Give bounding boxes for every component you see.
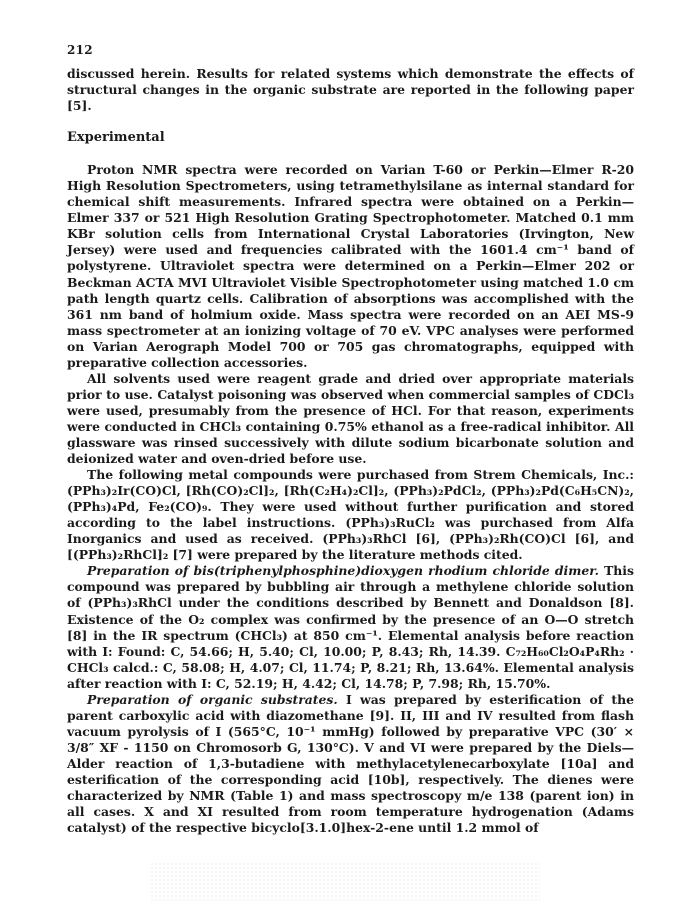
scan-noise — [150, 862, 540, 902]
paragraph-metal-compounds — [67, 467, 634, 563]
page-number: 212 — [67, 43, 93, 57]
runin-heading: Preparation of organic substrates. — [87, 691, 338, 707]
paragraph-text: I was prepared by esterification of the parent carboxylic acid with diazomethane [9]. II, III and IV resulted from flash vacuum pyrolysis of I (565°C, 10⁻¹ mmHg) followed by preparative VPC (30′ × 3/8″ XF - 1150 on Chromosorb G, 130°C). V and VI were prepared by the Diels—Alder reaction of 1,3-butadiene with methylacetylenecarboxylate [10a] and esterification of the corresponding acid [10b], respectively. The dienes were characterized by NMR (Table 1) and mass spectroscopy m/e 138 (parent ion) in all cases. X and XI resulted from room temperature hydrogenation (Adams catalyst) of the respective bicyclo[3.1.0]hex-2-ene until 1.2 mmol of — [67, 691, 634, 836]
paragraph-text: All solvents used were reagent grade and dried over appropriate materials prior to use. Catalyst poisoning was observed when commercial samples of CDCl₃ were used, presumably from the presence of HCl. For that reason, experiments were conducted in CHCl₃ containing 0.75% ethanol as a free-radical inhibitor. All glassware was rinsed successively with dilute sodium bicarbonate solution and deionized water and oven-dried before use. — [67, 370, 634, 467]
runin-heading: Preparation of bis(triphenylphosphine)dioxygen rhodium chloride dimer. — [87, 563, 599, 579]
paragraph-text: The following metal compounds were purchased from Strem Chemicals, Inc.: (PPh₃)₂Ir(CO)Cl, [Rh(CO)₂Cl]₂, [Rh(C₂H₄)₂Cl]₂, (PPh₃)₂PdCl₂, (PPh₃)₂Pd(C₆H₅CN)₂, (PPh₃)₄Pd, Fe₂(CO)₉. They were used without further purification and stored according to the label instructions. (PPh₃)₃RuCl₂ was purchased from Alfa Inorganics and used as received. (PPh₃)₃RhCl [6], (PPh₃)₂Rh(CO)Cl [6], and [(PPh₃)₂RhCl]₂ [7] were prepared by the literature methods cited. — [67, 467, 634, 563]
section-heading-experimental: Experimental — [67, 130, 165, 146]
paragraph-text: Proton NMR spectra were recorded on Varian T-60 or Perkin—Elmer R-20 High Resolution Spectrometers, using tetramethylsilane as internal standard for chemical shift measurements. Infrared spectra were obtained on a Perkin—Elmer 337 or 521 High Resolution Grating Spectrophotometer. Matched 0.1 mm KBr solution cells from International Crystal Laboratories (Irvington, New Jersey) were used and frequencies calibrated with the 1601.4 cm⁻¹ band of polystyrene. Ultraviolet spectra were determined on a Perkin—Elmer 202 or Beckman ACTA MVI Ultraviolet Visible Spectrophotometer using matched 1.0 cm path length quartz cells. Calibration of absorptions was accomplished with the 361 nm band of holmium oxide. Mass spectra were recorded on an AEI MS-9 mass spectrometer at an ionizing voltage of 70 eV. VPC analyses were performed on Varian Aerograph Model 700 or 705 gas chromatographs, equipped with preparative collection accessories. — [67, 162, 634, 370]
intro-paragraph: discussed herein. Results for related systems which demonstrate the effects of structural changes in the organic substrate are reported in the following paper [5]. — [67, 66, 634, 114]
paragraph-text: This compound was prepared by bubbling air through a methylene chloride solution of (PPh₃)₃RhCl under the conditions described by Bennett and Donaldson [8]. Existence of the O₂ complex was confirmed by the presence of an O—O stretch [8] in the IR spectrum (CHCl₃) at 850 cm⁻¹. Elemental analysis before reaction with I: Found: C, 54.66; H, 5.40; Cl, 10.00; P, 8.43; Rh, 14.39. C₇₂H₆₀Cl₂O₄P₄Rh₂ · CHCl₃ calcd.: C, 58.08; H, 4.07; Cl, 11.74; P, 8.21; Rh, 13.64%. Elemental analysis after reaction with I: C, 52.19; H, 4.42; Cl, 14.78; P, 7.98; Rh, 15.70%. — [67, 563, 634, 691]
paragraph-instruments — [67, 162, 634, 371]
paragraph-dioxygen-complex — [67, 563, 634, 691]
paragraph-organic-substrates — [67, 692, 634, 836]
paragraph-solvents — [67, 371, 634, 467]
body-text — [67, 66, 634, 836]
